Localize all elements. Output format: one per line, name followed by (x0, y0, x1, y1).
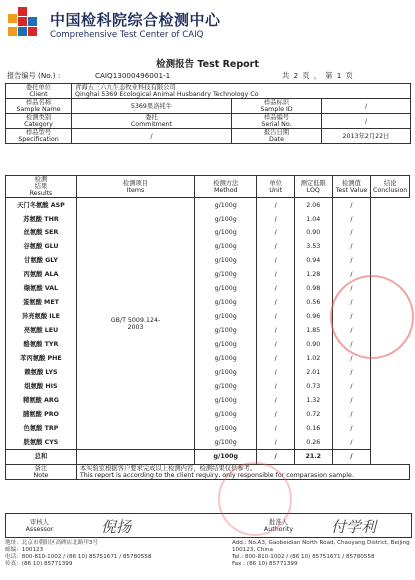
result-loq: / (257, 254, 295, 268)
result-unit: g/100g (195, 338, 257, 352)
result-unit: g/100g (195, 212, 257, 226)
result-item: 丙氨酸 ALA (6, 268, 77, 282)
result-row (6, 351, 410, 365)
col-header-value: 检测值 Test Value (332, 176, 371, 198)
result-conclusion: / (332, 351, 371, 365)
result-unit: g/100g (195, 296, 257, 310)
footer-fax-cn: 传真：(86 10) 85771399 (5, 560, 73, 567)
result-conclusion: / (332, 435, 371, 449)
result-loq: / (257, 324, 295, 338)
result-item: 缬氨酸 VAL (6, 282, 77, 296)
result-conclusion: / (332, 407, 371, 421)
result-row (6, 407, 410, 421)
result-item: 苏氨酸 THR (6, 212, 77, 226)
footer-en (232, 540, 412, 568)
result-unit: g/100g (195, 282, 257, 296)
result-conclusion: / (332, 240, 371, 254)
result-unit: g/100g (195, 240, 257, 254)
category-label: 检测类别 Category (6, 114, 72, 129)
col-header-conclusion: 结论 Conclusion (371, 176, 410, 198)
result-conclusion: / (332, 226, 371, 240)
result-loq: / (257, 338, 295, 352)
sample-name-label: 样品名称 Sample Name (6, 99, 72, 114)
result-loq: / (257, 240, 295, 254)
spec-value: / (72, 129, 232, 144)
result-value: 2.06 (295, 198, 333, 212)
result-value: 0.56 (295, 296, 333, 310)
result-unit: g/100g (195, 324, 257, 338)
footer-fax-en: Fax : (86 10) 85771399 (232, 560, 298, 567)
result-value: 0.72 (295, 407, 333, 421)
result-loq: / (257, 198, 295, 212)
result-row (6, 268, 410, 282)
result-value: 0.98 (295, 282, 333, 296)
result-item: 苯丙氨酸 PHE (6, 351, 77, 365)
result-row (6, 435, 410, 449)
result-unit: g/100g (195, 393, 257, 407)
sample-name-value: 5369果洛牦牛 (72, 99, 232, 114)
result-loq: / (257, 407, 295, 421)
org-name-cn: 中国检科院综合检测中心 (50, 11, 221, 29)
result-row (6, 365, 410, 379)
result-value: 0.94 (295, 254, 333, 268)
result-unit: g/100g (195, 365, 257, 379)
official-seal-icon (330, 275, 414, 359)
result-value: 1.85 (295, 324, 333, 338)
total-row (6, 450, 410, 465)
result-row (6, 379, 410, 393)
result-unit: g/100g (195, 435, 257, 449)
result-unit: g/100g (195, 407, 257, 421)
result-item: 赖氨酸 LYS (6, 365, 77, 379)
footer-address-en: Add.: No.A3, Gaobeidian North Road, Chaoyang District, Beijing (232, 540, 410, 546)
result-value: 0.96 (295, 310, 333, 324)
result-loq: / (257, 351, 295, 365)
result-unit: g/100g (195, 226, 257, 240)
date-label: 报告日期 Date (232, 129, 322, 144)
sample-info-table (5, 83, 411, 144)
total-loq: / (257, 450, 295, 465)
result-value: 0.73 (295, 379, 333, 393)
result-row (6, 212, 410, 226)
serial-value: / (322, 114, 411, 129)
result-item: 天门冬氨酸 ASP (6, 198, 77, 212)
result-value: 0.90 (295, 226, 333, 240)
sample-id-value: / (322, 99, 411, 114)
result-value: 1.32 (295, 393, 333, 407)
result-value: 0.90 (295, 338, 333, 352)
result-loq: / (257, 296, 295, 310)
result-item: 脯氨酸 PRO (6, 407, 77, 421)
result-row (6, 198, 410, 212)
result-conclusion: / (332, 324, 371, 338)
result-loq: / (257, 421, 295, 435)
results-section-label: 检测 结果 Results (6, 176, 77, 198)
sample-id-label: 样品标识 Sample ID (232, 99, 322, 114)
result-item: 酪氨酸 TYR (6, 338, 77, 352)
result-loq: / (257, 379, 295, 393)
result-conclusion: / (332, 393, 371, 407)
total-unit: g/100g (195, 450, 257, 465)
assessor-label: 审核人 Assessor (25, 519, 54, 533)
result-value: 0.16 (295, 421, 333, 435)
org-name-en: Comprehensive Test Center of CAIQ (50, 30, 204, 40)
authority-signature-text: 付学利 (331, 518, 377, 536)
result-item: 色氨酸 TRP (6, 421, 77, 435)
result-loq: / (257, 226, 295, 240)
result-conclusion: / (332, 310, 371, 324)
client-value: 青海五三六九生态牧业科技有限公司 Qinghai 5369 Ecological Animal Husbandry Technology Co (72, 84, 411, 99)
result-conclusion: / (332, 421, 371, 435)
note-label: 备注 Note (6, 465, 77, 480)
total-method (76, 450, 194, 465)
test-center-seal-icon (218, 462, 292, 536)
authority-label: 批准人 Authority (263, 519, 294, 533)
note-text: 本实验室根据客户要求完成以上检测内容，检测结果仅供参考。 This report is according to the client requiry, only responsible for comparasion sample. (76, 465, 409, 480)
result-method: GB/T 5009.124- 2003 (76, 198, 194, 450)
result-unit: g/100g (195, 268, 257, 282)
assessor-signature-text: 倪扬 (101, 518, 132, 536)
result-unit: g/100g (195, 310, 257, 324)
result-item: 组氨酸 HIS (6, 379, 77, 393)
result-conclusion: / (332, 212, 371, 226)
footer-tel-en: Tel.: 800-810-1002 / (86 10) 85751671 / 85780558 (232, 553, 375, 560)
result-item: 精氨酸 ARG (6, 393, 77, 407)
result-loq: / (257, 393, 295, 407)
caiq-logo-icon (7, 6, 45, 44)
result-conclusion: / (332, 198, 371, 212)
result-item: 丝氨酸 SER (6, 226, 77, 240)
result-item: 亮氨酸 LEU (6, 324, 77, 338)
col-header-items: 检测项目 Items (76, 176, 194, 198)
result-loq: / (257, 365, 295, 379)
result-row (6, 226, 410, 240)
result-unit: g/100g (195, 351, 257, 365)
result-value: 3.53 (295, 240, 333, 254)
signature-area (5, 513, 412, 538)
result-row (6, 393, 410, 407)
total-conclusion: / (332, 450, 371, 465)
result-unit: g/100g (195, 254, 257, 268)
result-loq: / (257, 212, 295, 226)
result-row (6, 254, 410, 268)
spec-label: 样品型号 Specification (6, 129, 72, 144)
footer-zip-en: 100123, China (232, 546, 273, 553)
result-loq: / (257, 310, 295, 324)
footer-address-cn: 地址：北京市朝阳区高碑店北路甲3号 (5, 540, 99, 546)
result-value: 2.01 (295, 365, 333, 379)
total-item: 总和 (6, 450, 77, 465)
result-unit: g/100g (195, 198, 257, 212)
result-item: 异亮氨酸 ILE (6, 310, 77, 324)
result-conclusion: / (332, 296, 371, 310)
date-value: 2013年2月22日 (322, 129, 411, 144)
footer-tel-cn: 电话：800-810-1002 / (86 10) 85751671 / 85780558 (5, 553, 152, 560)
result-value: 1.02 (295, 351, 333, 365)
result-item: 谷氨酸 GLU (6, 240, 77, 254)
result-row (6, 240, 410, 254)
page-info: 共 2 页 ， 第 1 页 (282, 71, 353, 80)
result-loq: / (257, 435, 295, 449)
result-item: 甘氨酸 GLY (6, 254, 77, 268)
result-conclusion: / (332, 268, 371, 282)
result-value: 1.28 (295, 268, 333, 282)
category-value: 委托 Commitment (72, 114, 232, 129)
result-conclusion: / (332, 365, 371, 379)
result-conclusion: / (332, 282, 371, 296)
result-loq: / (257, 268, 295, 282)
result-item: 胱氨酸 CYS (6, 435, 77, 449)
col-header-method: 检测方法 Method (195, 176, 257, 198)
result-row (6, 421, 410, 435)
result-conclusion: / (332, 254, 371, 268)
col-header-unit: 单位 Unit (257, 176, 295, 198)
footer-zip-cn: 邮编：100123 (5, 546, 44, 553)
report-title: 检测报告 Test Report (156, 59, 259, 70)
col-header-loq: 测定低限 LOQ (295, 176, 333, 198)
client-label: 委托单位 Client (6, 84, 72, 99)
result-item: 蛋氨酸 MET (6, 296, 77, 310)
result-value: 1.04 (295, 212, 333, 226)
assessor-signature (101, 516, 131, 537)
result-unit: g/100g (195, 379, 257, 393)
result-unit: g/100g (195, 421, 257, 435)
report-no-label: 报告编号 (No.) : (7, 71, 61, 80)
result-value: 0.26 (295, 435, 333, 449)
authority-signature (331, 516, 376, 537)
serial-label: 样品编号 Serial No. (232, 114, 322, 129)
footer-cn (5, 540, 151, 568)
result-loq: / (257, 282, 295, 296)
result-conclusion: / (332, 338, 371, 352)
result-conclusion: / (332, 379, 371, 393)
report-no-value: CAIQ13000496001-1 (95, 71, 171, 80)
total-value: 21.2 (295, 450, 333, 465)
